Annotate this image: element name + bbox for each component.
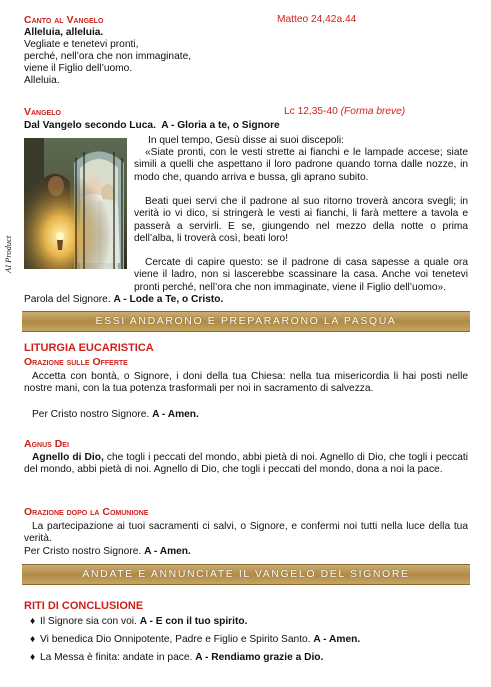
servants-waiting-image: [24, 138, 127, 269]
riti-item-1-response: A - E con il tuo spirito.: [139, 616, 248, 627]
comunione-close-a: Per Cristo nostro Signore.: [24, 546, 142, 557]
gospel-painting: [24, 138, 127, 269]
vangelo-title: Vangelo: [24, 106, 61, 118]
agnus-title: Agnus Dei: [24, 438, 69, 450]
liturgia-title: LITURGIA EUCARISTICA: [24, 342, 154, 354]
offerte-close-a: Per Cristo nostro Signore.: [32, 409, 150, 420]
vangelo-para-3: Cercate di capire questo: se il padrone di casa sapesse a quale ora viene il ladro, non si lascerebbe scassinare la casa. Anche voi tenetevi pronti perché, nell’ora che non immaginate, viene il Figlio dell’uomo».: [134, 257, 468, 293]
offerte-title: Orazione sulle Offerte: [24, 356, 128, 368]
vangelo-close: [24, 294, 223, 306]
offerte-close: [32, 409, 199, 421]
canto-line-2: perché, nell’ora che non immaginate,: [24, 51, 192, 62]
diamond-bullet-icon: ♦: [30, 616, 36, 627]
vangelo-close-a: Parola del Signore.: [24, 294, 111, 305]
section-banner-annunciate: ANDATE E ANNUNCIATE IL VANGELO DEL SIGNORE: [22, 564, 470, 585]
canto-reference: Matteo 24,42a.44: [277, 14, 357, 25]
riti-item-3-text: La Messa è finita: andate in pace.: [40, 652, 193, 663]
canto-title: Canto al Vangelo: [24, 14, 104, 26]
vangelo-intro-b: A - Gloria a te, o Signore: [161, 120, 280, 131]
canto-line-1: Vegliate e tenetevi pronti,: [24, 39, 139, 50]
vangelo-close-b: A - Lode a Te, o Cristo.: [113, 294, 224, 305]
vangelo-reference: [284, 106, 405, 118]
vangelo-intro-a: Dal Vangelo secondo Luca.: [24, 120, 156, 131]
vangelo-ref-note: (Forma breve): [340, 106, 406, 117]
vangelo-ref: Lc 12,35-40: [284, 106, 338, 117]
canto-line-4: Alleluia.: [24, 75, 60, 86]
canto-line-3: viene il Figlio dell’uomo.: [24, 63, 133, 74]
riti-item-1-text: Il Signore sia con voi.: [40, 616, 137, 627]
agnus-lead: Agnello di Dio,: [32, 452, 104, 463]
section-banner-pasqua: ESSI ANDARONO E PREPARARONO LA PASQUA: [22, 311, 470, 332]
comunione-close: [24, 546, 191, 558]
riti-item-2: [30, 634, 360, 646]
agnus-body: che togli i peccati del mondo, abbi pietà di noi. Agnello di Dio, che togli i peccati del mondo, abbi pietà di noi. Agnello di Dio, che togli i peccati del mondo, dona a noi la pace.: [24, 452, 468, 476]
riti-item-2-response: A - Amen.: [313, 634, 361, 645]
agnus-text: [24, 452, 468, 477]
diamond-bullet-icon: ♦: [30, 652, 36, 663]
offerte-text: Accetta con bontà, o Signore, i doni della tua Chiesa: nella tua misericordia li hai posti nelle nostre mani, con la tua potenza trasformali per noi in sacramento di salvezza.: [24, 371, 468, 395]
vangelo-para-1: «Siate pronti, con le vesti strette ai fianchi e le lampade accese; siate simili a quelli che aspettano il loro padrone quando torna dalle nozze, in modo che, quando arriva e bussa, gli aprano subito.: [134, 147, 468, 183]
diamond-bullet-icon: ♦: [30, 634, 36, 645]
vangelo-para-2: Beati quei servi che il padrone al suo ritorno troverà ancora svegli; in verità io vi dico, si stringerà le vesti ai fianchi, li farà mettere a tavola e passerà a servirli. E se, giungendo nel mezzo della notte o prima dell’alba, li troverà così, beati loro!: [134, 196, 468, 245]
comunione-text: La partecipazione ai tuoi sacramenti ci salvi, o Signore, e confermi noi tutti nella luce della tua verità.: [24, 521, 468, 545]
comunione-title: Orazione dopo la Comunione: [24, 506, 149, 518]
offerte-close-b: A - Amen.: [152, 409, 199, 420]
comunione-close-b: A - Amen.: [144, 546, 191, 557]
vangelo-intro: [24, 120, 280, 132]
riti-item-3-response: A - Rendiamo grazie a Dio.: [195, 652, 324, 663]
vangelo-para-0: In quel tempo, Gesù disse ai suoi discepoli:: [148, 135, 344, 146]
riti-item-1: [30, 616, 247, 628]
riti-title: RITI DI CONCLUSIONE: [24, 600, 144, 612]
riti-item-2-text: Vi benedica Dio Onnipotente, Padre e Figlio e Spirito Santo.: [40, 634, 311, 645]
canto-acclamation: Alleluia, alleluia.: [24, 27, 104, 38]
riti-item-3: [30, 652, 323, 664]
